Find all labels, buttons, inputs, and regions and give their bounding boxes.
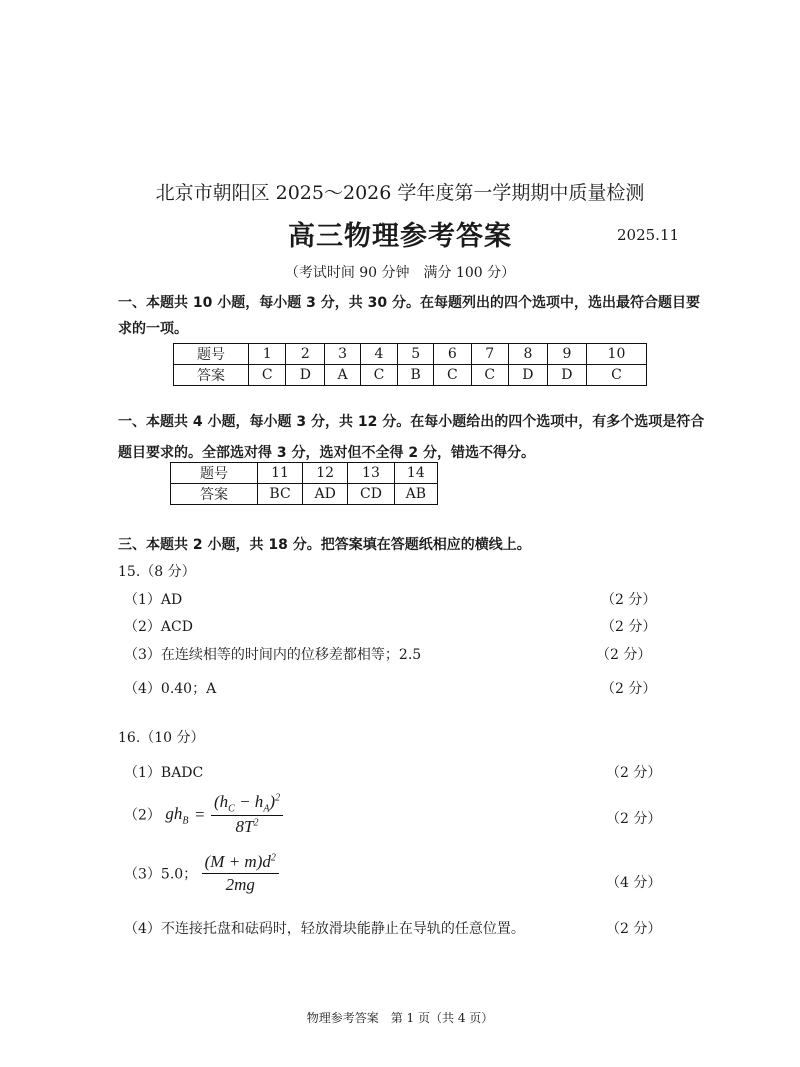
q15-score-1: （2 分）: [601, 592, 657, 608]
num-part: ): [269, 792, 276, 811]
num-power: 2: [275, 792, 281, 804]
question-number-cell: 12: [303, 463, 348, 484]
num-part: − h: [234, 792, 264, 811]
num-part: (M + m)d: [204, 852, 271, 871]
section1-instruction-line1: 一、本题共 10 小题，每小题 3 分，共 30 分。在每题列出的四个选项中，选出最符合题目要: [118, 295, 700, 311]
q16-answer-1: （1）BADC: [124, 765, 204, 781]
num-part: (h: [213, 792, 229, 811]
page-footer: 物理参考答案 第 1 页（共 4 页）: [306, 1011, 494, 1025]
answer-cell: D: [547, 365, 586, 386]
item-prefix: （2）: [124, 807, 161, 824]
q16-score-4: （2 分）: [606, 921, 662, 937]
answer-cell: AD: [303, 484, 348, 505]
formula-fraction: [211, 792, 283, 837]
question-number-cell: 8: [508, 344, 547, 365]
formula-lhs-text: gh: [165, 803, 183, 823]
fraction-numerator: [202, 852, 279, 874]
page-title: 高三物理参考答案: [288, 221, 512, 252]
q16-answer-4: （4）不连接托盘和砝码时，轻放滑块能静止在导轨的任意位置。: [124, 921, 525, 937]
answer-cell: D: [508, 365, 547, 386]
section2-instruction-line1: 一、本题共 4 小题，每小题 3 分，共 12 分。在每小题给出的四个选项中，有多个选项是符合: [118, 414, 705, 430]
q15-score-4: （2 分）: [601, 681, 657, 697]
table-row: [171, 484, 438, 505]
section1-instruction-line2: 求的一项。: [118, 321, 188, 337]
formula-fraction: [202, 852, 279, 895]
answer-cell: C: [471, 365, 508, 386]
question-number-cell: 14: [394, 463, 437, 484]
question-number-cell: 3: [325, 344, 360, 365]
num-subscript: A: [263, 803, 270, 815]
section1-answer-table: [173, 343, 647, 386]
fraction-denominator: [211, 816, 283, 837]
answer-cell: AB: [394, 484, 437, 505]
den-part: 8T: [235, 817, 254, 837]
exam-date: 2025.11: [617, 226, 680, 244]
section3-heading: 三、本题共 2 小题，共 18 分。把答案填在答题纸相应的横线上。: [118, 537, 531, 553]
exam-subtitle: （考试时间 90 分钟 满分 100 分）: [284, 265, 516, 281]
q15-answer-2: （2）ACD: [124, 619, 193, 635]
answer-cell: B: [398, 365, 434, 386]
q16-heading: 16.（10 分）: [118, 730, 205, 746]
q15-heading: 15.（8 分）: [118, 564, 196, 580]
answer-cell: C: [586, 365, 646, 386]
fraction-denominator: 2mg: [225, 875, 255, 894]
q16-answer-2: [124, 792, 283, 837]
table-row: [174, 344, 647, 365]
question-number-cell: 7: [471, 344, 508, 365]
q16-score-1: （2 分）: [606, 765, 662, 781]
question-number-cell: 4: [360, 344, 397, 365]
item-prefix: （3）5.0；: [124, 866, 198, 883]
q15-answer-3: （3）在连续相等的时间内的位移差都相等；2.5: [124, 647, 422, 663]
table-header-cell: 答案: [171, 484, 258, 505]
question-number-cell: 13: [348, 463, 394, 484]
question-number-cell: 9: [547, 344, 586, 365]
q15-answer-4: （4）0.40；A: [124, 681, 217, 697]
answer-cell: C: [249, 365, 286, 386]
question-number-cell: 6: [434, 344, 471, 365]
answer-cell: C: [360, 365, 397, 386]
q16-score-2: （2 分）: [606, 811, 662, 827]
question-number-cell: 5: [398, 344, 434, 365]
exam-header-title: 北京市朝阳区 2025～2026 学年度第一学期期中质量检测: [155, 182, 645, 204]
answer-cell: A: [325, 365, 360, 386]
table-header-cell: 答案: [174, 365, 249, 386]
formula-subscript: B: [182, 814, 189, 826]
equals-sign: =: [194, 804, 205, 824]
table-header-cell: 题号: [174, 344, 249, 365]
section2-answer-table: [170, 462, 438, 505]
question-number-cell: 1: [249, 344, 286, 365]
table-row: [174, 365, 647, 386]
q15-answer-1: （1）AD: [124, 592, 183, 608]
answer-cell: BC: [258, 484, 303, 505]
answer-cell: CD: [348, 484, 394, 505]
num-subscript: C: [228, 803, 235, 815]
fraction-numerator: [211, 792, 283, 816]
question-number-cell: 10: [586, 344, 646, 365]
answer-cell: D: [286, 365, 325, 386]
answer-cell: C: [434, 365, 471, 386]
q15-score-3: （2 分）: [596, 647, 652, 663]
q16-score-3: （4 分）: [606, 875, 662, 891]
den-power: 2: [253, 817, 259, 829]
formula-lhs: [165, 803, 189, 826]
table-header-cell: 题号: [171, 463, 258, 484]
section2-instruction-line2: 题目要求的。全部选对得 3 分，选对但不全得 2 分，错选不得分。: [118, 445, 535, 461]
question-number-cell: 11: [258, 463, 303, 484]
question-number-cell: 2: [286, 344, 325, 365]
q15-score-2: （2 分）: [601, 619, 657, 635]
num-power: 2: [270, 852, 276, 864]
table-row: [171, 463, 438, 484]
q16-answer-3: [124, 852, 279, 895]
